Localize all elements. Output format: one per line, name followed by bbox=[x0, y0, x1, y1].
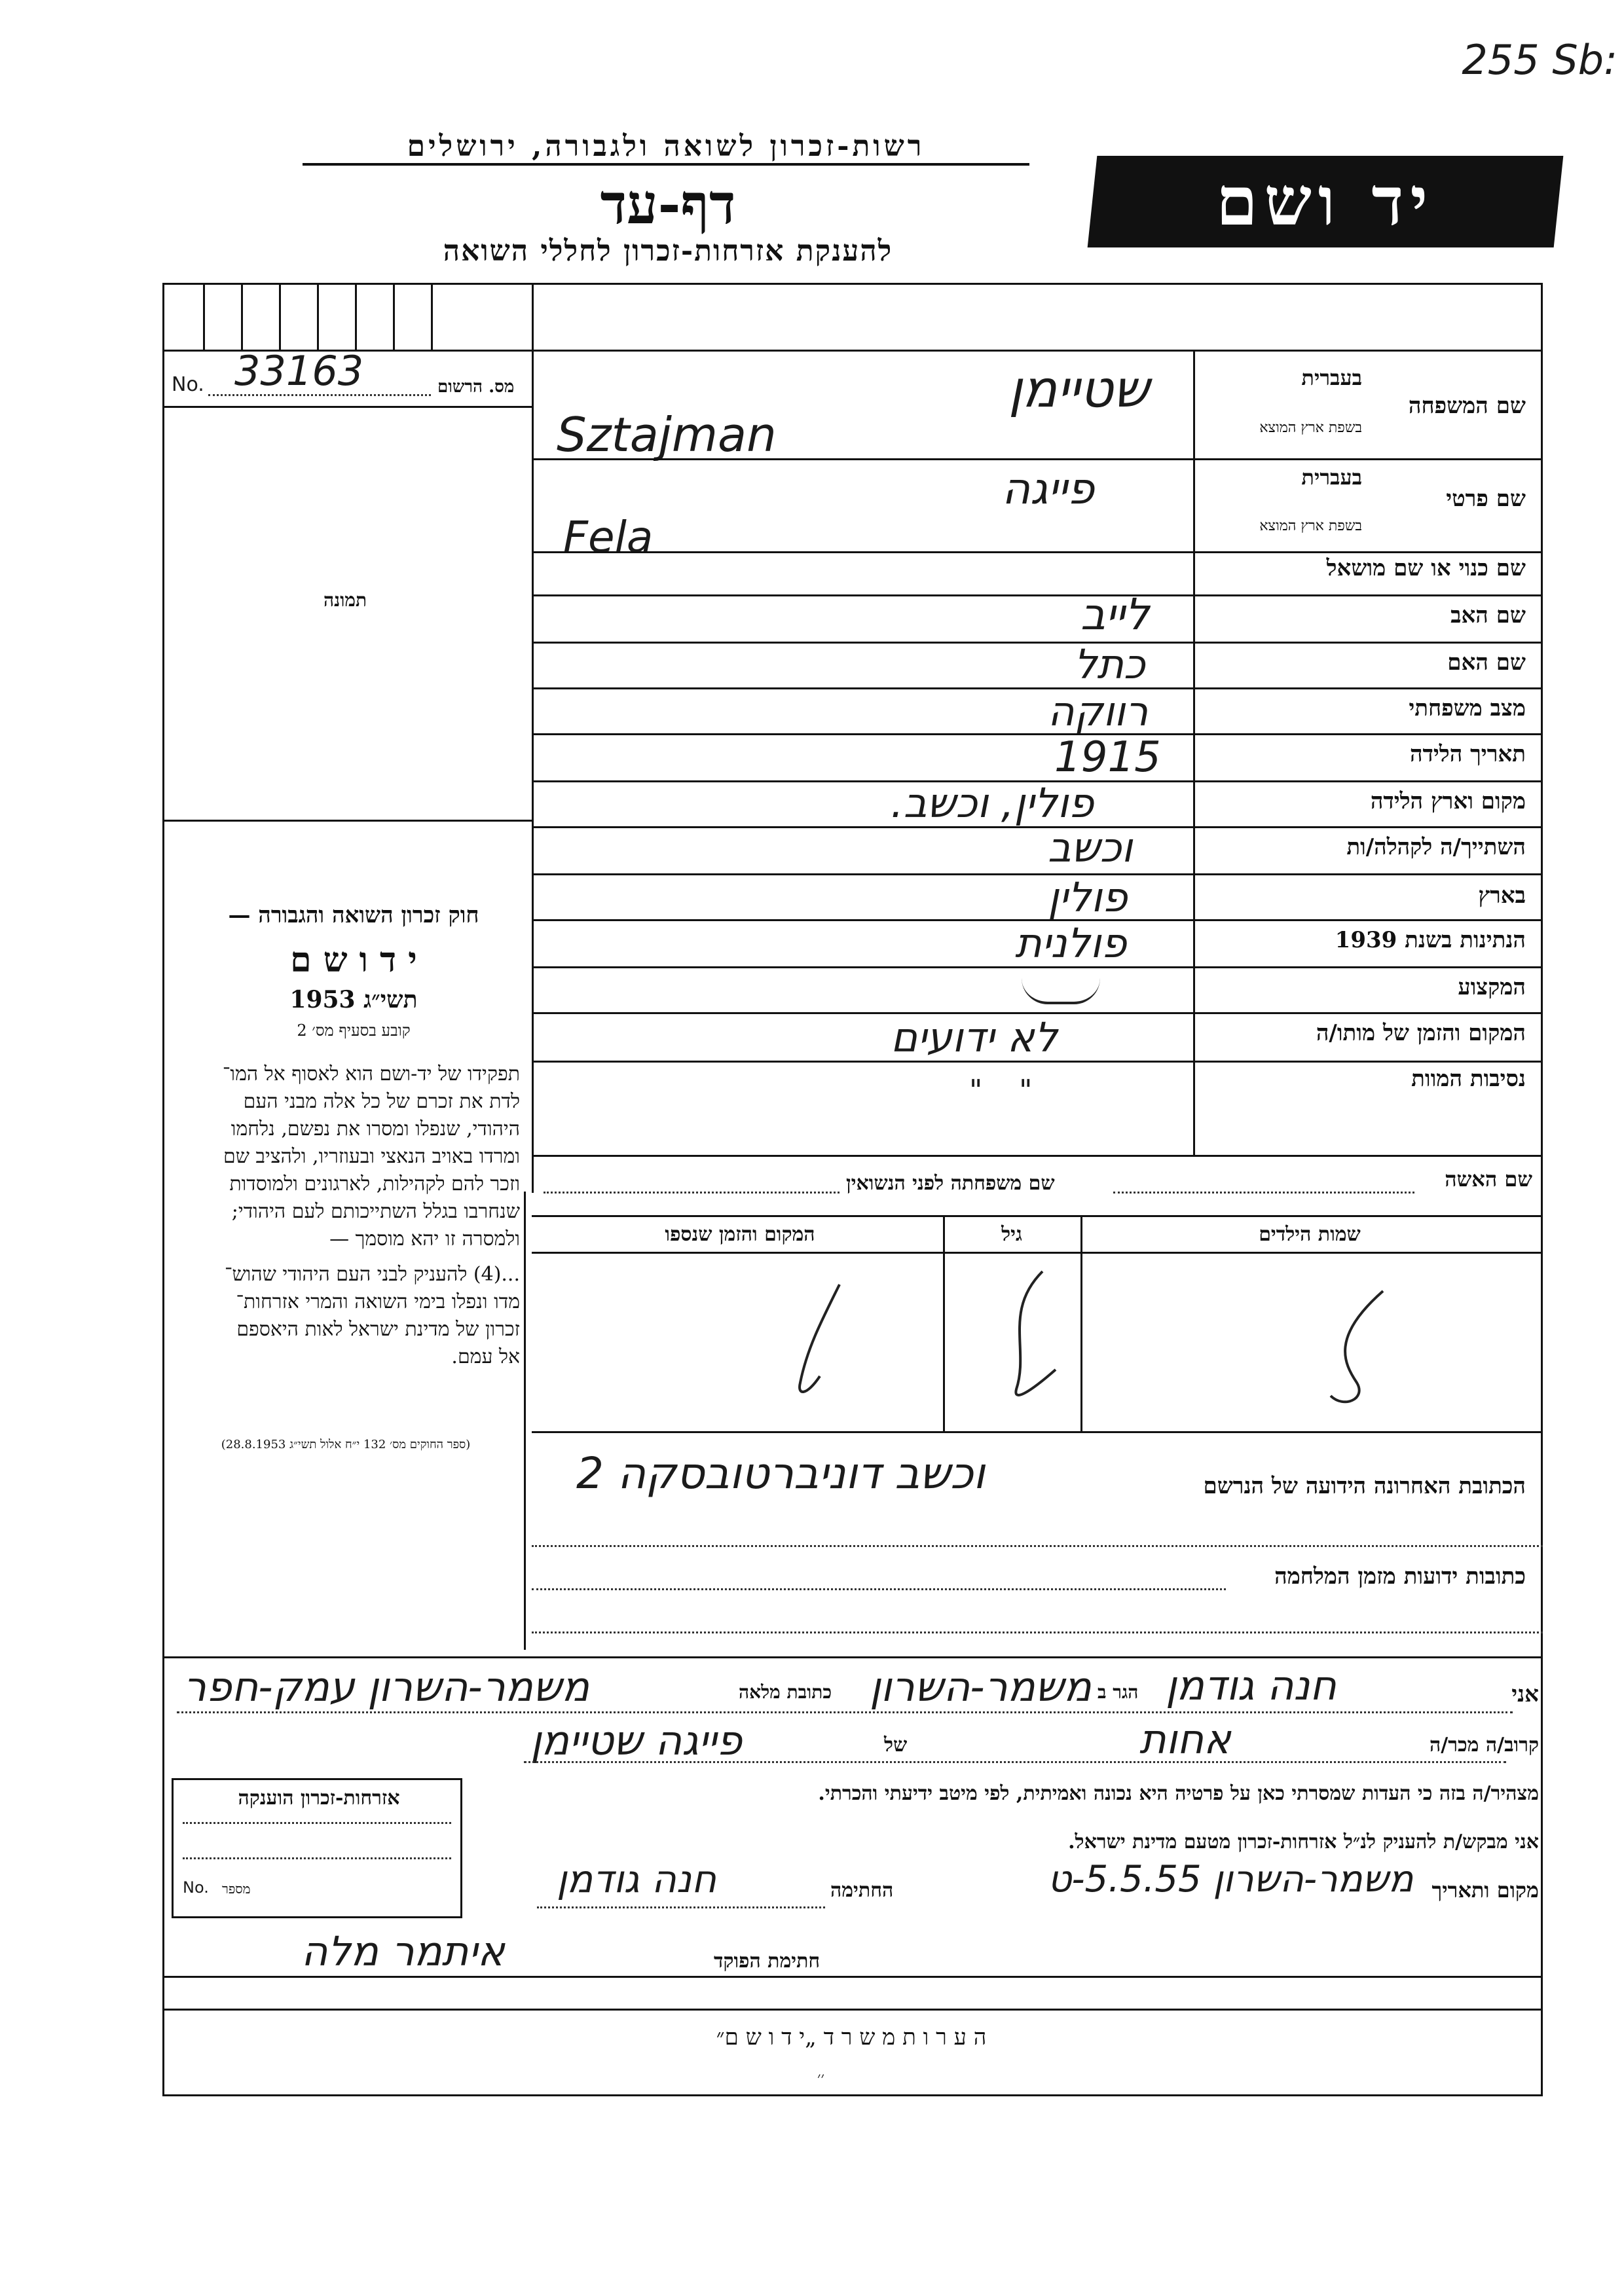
last-address-value: וכשב דוניברטובסקה 2 bbox=[576, 1448, 986, 1499]
children-age-header: גיל bbox=[1001, 1223, 1022, 1246]
declaration-relation-value: אחות bbox=[1139, 1715, 1231, 1763]
place-date-label: מקום ותאריך bbox=[1431, 1878, 1539, 1903]
family-name-origin-sub: בשפת ארץ המוצא bbox=[1259, 420, 1362, 436]
mother-value: כתל bbox=[1074, 640, 1145, 688]
birth-date-value: 1915 bbox=[1054, 733, 1161, 782]
declaration-address-value: משמר-השרון עמק-חפר bbox=[183, 1663, 589, 1711]
children-empty-marks bbox=[532, 1252, 1543, 1435]
law-line: אל עמם. bbox=[451, 1345, 520, 1368]
form-title: דף-עד bbox=[600, 172, 736, 236]
officer-label: חתימת הפוקד bbox=[714, 1950, 821, 1973]
first-name-hebrew: פייגה bbox=[1002, 464, 1095, 514]
family-name-origin: Sztajman bbox=[557, 407, 777, 462]
birth-place-label: מקום וארץ הלידה bbox=[1370, 788, 1526, 814]
profession-squiggle bbox=[1022, 975, 1100, 1004]
citizenship-box-no-prefix: No. bbox=[183, 1878, 209, 1897]
declaration-resident-label: הגר ב bbox=[1098, 1681, 1139, 1703]
declaration-address-label: כתובת מלאה bbox=[739, 1681, 832, 1703]
family-name-hebrew: שטיימן bbox=[1008, 360, 1149, 419]
authority-line: רשות-זכרון לשואה ולגבורה, ירושלים bbox=[303, 130, 1029, 166]
marital-label: מצב משפחתי bbox=[1409, 695, 1526, 721]
law-line: לדת את זכרם של כל אלה מבני העם bbox=[243, 1090, 520, 1113]
registration-label: מס. הרשום bbox=[437, 377, 515, 397]
law-clause: קובע בסעיף מס׳ 2 bbox=[297, 1021, 411, 1040]
citizenship-value: פולנית bbox=[1015, 919, 1127, 967]
logo-text: יד ושם bbox=[1216, 162, 1435, 241]
last-address-label: הכתובת האחרונה הידועה של הנרשם bbox=[1203, 1473, 1526, 1499]
children-place-header: המקום והזמן שנספו bbox=[665, 1223, 815, 1246]
community-label: השתייך/ה לקהלה/ות bbox=[1346, 834, 1526, 860]
footer-mark: ׳׳ bbox=[817, 2069, 825, 2087]
country-value: פולין bbox=[1048, 873, 1128, 921]
country-label: בארץ bbox=[1478, 883, 1526, 909]
declaration-statement: מצהיר/ה בזה כי העדות שמסרתי כאן על פרטיה היא נכונה ואמיתית, לפי מיטב ידיעתי והכרתי. bbox=[818, 1782, 1539, 1805]
children-names-header: שמות הילדים bbox=[1259, 1223, 1361, 1246]
registration-number: 33163 bbox=[234, 347, 364, 395]
declaration-i-label: אני bbox=[1511, 1681, 1539, 1707]
mother-label: שם האם bbox=[1447, 649, 1526, 676]
spouse-maiden-label: שם משפחתה לפני הנשואין bbox=[846, 1172, 1055, 1195]
law-citation: (ספר החוקים מס׳ 132 י״ח אלול תשי״ג 28.8.1953) bbox=[221, 1438, 471, 1451]
footer-notes: ה ע ר ו ת מ ש ר ד „י ד ו ש ם״ bbox=[716, 2024, 987, 2050]
first-name-label: שם פרטי bbox=[1446, 486, 1526, 512]
nickname-label: שם כנוי או שם מושאל bbox=[1326, 555, 1526, 581]
form-subtitle: להענקת אזרחות-זכרון לחללי השואה bbox=[443, 234, 893, 268]
first-name-origin: Fela bbox=[563, 512, 654, 562]
law-line: ...(4) להעניק לבני העם היהודי שהוש־ bbox=[224, 1263, 520, 1286]
registration-prefix: No. bbox=[172, 373, 204, 396]
declaration-request: אני מבקש/ת להעניק לנ״ל אזרחות-זכרון מטעם מדינת ישראל. bbox=[1068, 1831, 1539, 1853]
death-place-value: לא ידועים bbox=[891, 1013, 1058, 1061]
corner-reference: 255 Sb: bbox=[1462, 36, 1617, 84]
citizenship-box bbox=[172, 1778, 462, 1918]
family-name-label: שם המשפחה bbox=[1408, 393, 1526, 419]
marital-value: רווקה bbox=[1048, 687, 1149, 735]
declaration-of-label: של bbox=[884, 1734, 908, 1757]
declaration-relative-of: פייגה שטיימן bbox=[530, 1717, 743, 1764]
father-value: לייב bbox=[1080, 589, 1150, 640]
law-title: חוק זכרון השואה והגבורה — bbox=[228, 902, 479, 928]
place-date-value: משמר-השרון 5.5.55-ט bbox=[1048, 1858, 1414, 1901]
law-line: ומרדו באויב הנאצי ובעוזריו, ולהציב שם bbox=[223, 1145, 520, 1168]
law-line: זכרון של מדינת ישראל לאות היאספם bbox=[236, 1318, 520, 1341]
law-year: תשי״ג 1953 bbox=[289, 986, 418, 1013]
citizenship-label: הנתינות בשנת 1939 bbox=[1335, 927, 1526, 953]
law-line: מדו ונפלו בימי השואה והמרי אזרחות־ bbox=[236, 1290, 520, 1313]
death-cause-label: נסיבות המוות bbox=[1411, 1066, 1526, 1092]
birth-date-label: תאריך הלידה bbox=[1409, 741, 1526, 767]
declaration-resident-value: משמר-השרון bbox=[870, 1663, 1092, 1711]
law-name: י ד ו ש ם bbox=[290, 940, 417, 980]
citizenship-box-title: אזרחות-זכרון הוענקה bbox=[238, 1787, 400, 1810]
law-body bbox=[172, 1061, 520, 1371]
family-name-hebrew-sub: בעברית bbox=[1301, 365, 1362, 390]
signature-value: חנה גודמן bbox=[557, 1857, 717, 1901]
declaration-relative-label: קרוב/ה מכר/ה bbox=[1430, 1734, 1539, 1757]
father-label: שם האב bbox=[1450, 602, 1526, 629]
death-cause-value: " " bbox=[969, 1074, 1033, 1107]
death-place-label: המקום והזמן של מותו/ה bbox=[1316, 1020, 1526, 1046]
profession-label: המקצוע bbox=[1458, 974, 1526, 1000]
yad-vashem-logo bbox=[1088, 156, 1564, 247]
war-addresses-label: כתובות ידועות מזמן המלחמה bbox=[1274, 1563, 1526, 1590]
officer-signature: איתמר מלה bbox=[301, 1927, 505, 1975]
spouse-label: שם האשה bbox=[1445, 1167, 1532, 1192]
law-line: היהודי, שנפלו ומסרו את נפשם, נלחמו bbox=[231, 1118, 520, 1140]
law-line: ולמסרה זו יהא מוסמך — bbox=[329, 1228, 520, 1250]
first-name-origin-sub: בשפת ארץ המוצא bbox=[1259, 518, 1362, 534]
declaration-witness-name: חנה גודמן bbox=[1166, 1662, 1337, 1709]
signature-label: החתימה bbox=[830, 1879, 894, 1902]
law-line: תפקידו של יד-ושם הוא לאסוף אל המו־ bbox=[222, 1063, 520, 1085]
photo-label: תמונה bbox=[323, 589, 367, 611]
first-name-hebrew-sub: בעברית bbox=[1301, 465, 1362, 490]
birth-place-value: פולין, וכשב. bbox=[891, 779, 1094, 827]
law-line: שנחרבו בגלל השתייכותם לעם היהודי; bbox=[231, 1200, 520, 1223]
citizenship-box-number-label: מספר bbox=[222, 1881, 251, 1897]
community-value: וכשב bbox=[1048, 824, 1133, 871]
law-line: וזכר להם לקהילות, לארגונים ולמוסדות bbox=[229, 1173, 520, 1195]
